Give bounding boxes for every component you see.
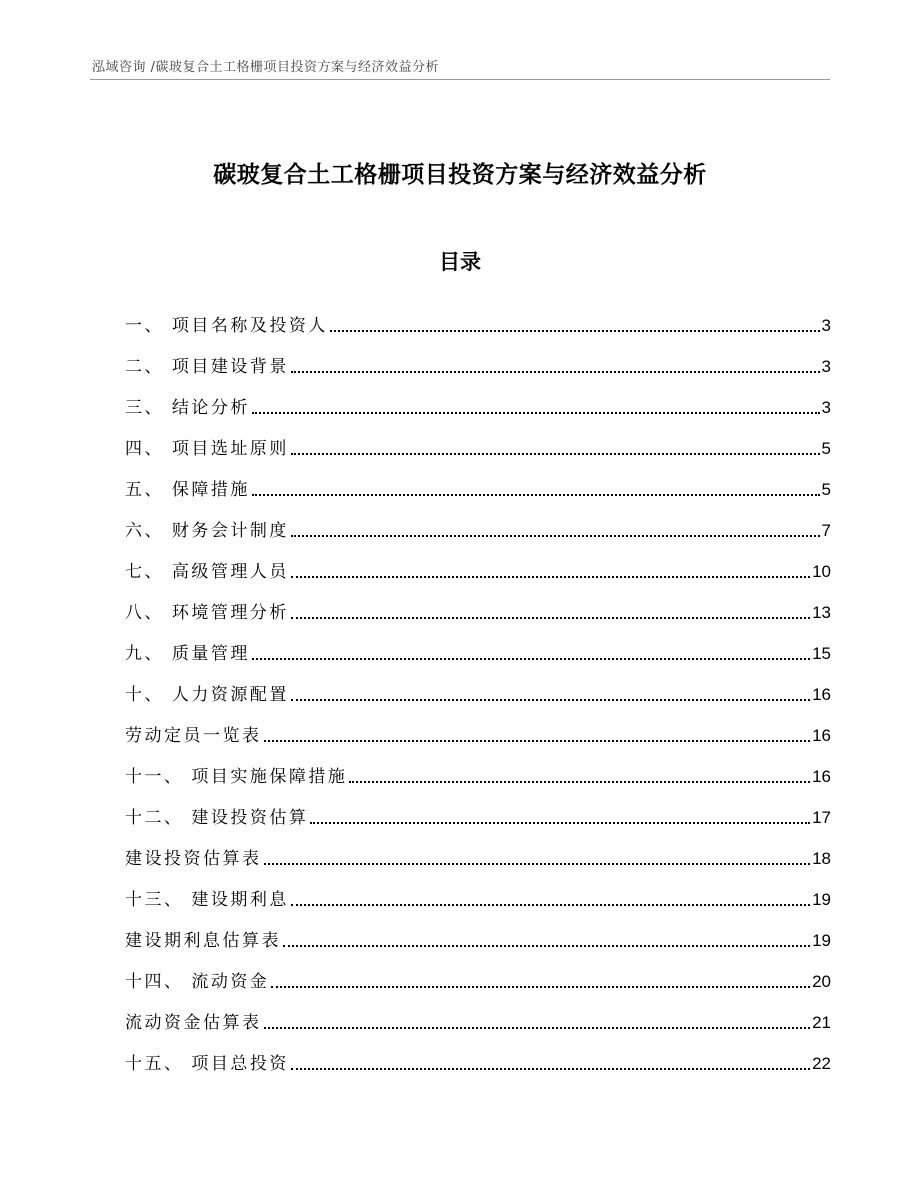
- toc-entry[interactable]: [125, 624, 831, 665]
- toc-entry-label: 十五、 项目总投资: [125, 1054, 289, 1074]
- toc-entry[interactable]: [125, 788, 831, 829]
- toc-entry-label: 六、 财务会计制度: [125, 521, 289, 541]
- toc-entry-page: 13: [812, 603, 831, 622]
- toc-entry-page: 16: [812, 726, 831, 745]
- toc-entry-label: 九、 质量管理: [125, 644, 250, 664]
- toc-leader-dots: [291, 1068, 810, 1070]
- toc-entry-label: 五、 保障措施: [125, 480, 250, 500]
- toc-leader-dots: [330, 330, 820, 332]
- toc-entry[interactable]: [125, 1034, 831, 1075]
- toc-entry[interactable]: [125, 665, 831, 706]
- toc-entry[interactable]: [125, 706, 831, 747]
- toc-entry-label: 十三、 建设期利息: [125, 890, 289, 910]
- toc-entry-page: 15: [812, 644, 831, 663]
- toc-entry[interactable]: [125, 747, 831, 788]
- toc-entry[interactable]: [125, 829, 831, 870]
- toc-entry-page: 3: [821, 357, 831, 376]
- toc-leader-dots: [291, 576, 810, 578]
- toc-leader-dots: [310, 822, 810, 824]
- toc-leader-dots: [252, 658, 810, 660]
- toc-leader-dots: [264, 863, 811, 865]
- toc-entry-label: 八、 环境管理分析: [125, 603, 289, 623]
- toc-entry-label: 十一、 项目实施保障措施: [125, 767, 348, 787]
- toc-entry-label: 三、 结论分析: [125, 398, 250, 418]
- toc-leader-dots: [291, 699, 810, 701]
- toc-entry[interactable]: [125, 296, 831, 337]
- toc-leader-dots: [291, 535, 820, 537]
- toc-entry[interactable]: [125, 993, 831, 1034]
- toc-entry-page: 17: [812, 808, 831, 827]
- toc-leader-dots: [271, 986, 810, 988]
- toc-entry-page: 19: [812, 931, 831, 950]
- toc-leader-dots: [264, 1027, 811, 1029]
- toc-leader-dots: [291, 453, 820, 455]
- toc-entry-page: 3: [821, 316, 831, 335]
- toc-entry-label: 十四、 流动资金: [125, 972, 270, 992]
- toc-entry[interactable]: [125, 952, 831, 993]
- toc-entry-label: 一、 项目名称及投资人: [125, 316, 328, 336]
- toc-entry[interactable]: [125, 378, 831, 419]
- toc-entry-page: 3: [821, 398, 831, 417]
- toc-entry-page: 22: [812, 1054, 831, 1073]
- toc-entry-page: 20: [812, 972, 831, 991]
- toc-leader-dots: [264, 740, 811, 742]
- toc-entry[interactable]: [125, 911, 831, 952]
- toc-entry-page: 16: [812, 685, 831, 704]
- toc-entry[interactable]: [125, 542, 831, 583]
- toc-entry[interactable]: [125, 460, 831, 501]
- document-title: 碳玻复合土工格栅项目投资方案与经济效益分析: [213, 162, 707, 188]
- toc-entry-page: 7: [821, 521, 831, 540]
- toc-entry-label: 建设期利息估算表: [125, 931, 281, 951]
- toc-leader-dots: [252, 494, 820, 496]
- toc-leader-dots: [291, 617, 810, 619]
- toc-entry-page: 16: [812, 767, 831, 786]
- toc-entry[interactable]: [125, 870, 831, 911]
- toc-entry[interactable]: [125, 419, 831, 460]
- toc-entry[interactable]: [125, 337, 831, 378]
- toc-leader-dots: [349, 781, 810, 783]
- toc-entry-page: 18: [812, 849, 831, 868]
- toc-leader-dots: [283, 945, 810, 947]
- toc-entry-page: 19: [812, 890, 831, 909]
- toc-entry-label: 建设投资估算表: [125, 849, 262, 869]
- toc-heading: 目录: [439, 250, 481, 274]
- toc-entry-label: 二、 项目建设背景: [125, 357, 289, 377]
- toc-leader-dots: [252, 412, 820, 414]
- toc-entry-page: 5: [821, 439, 831, 458]
- toc-entry-label: 七、 高级管理人员: [125, 562, 289, 582]
- toc-entry-page: 21: [812, 1013, 831, 1032]
- toc-entry-label: 十二、 建设投资估算: [125, 808, 309, 828]
- toc-entry-label: 流动资金估算表: [125, 1013, 262, 1033]
- toc-entry-page: 10: [812, 562, 831, 581]
- running-header: 泓域咨询 /碳玻复合土工格栅项目投资方案与经济效益分析: [92, 60, 440, 75]
- toc-entry-label: 劳动定员一览表: [125, 726, 262, 746]
- toc-leader-dots: [291, 371, 820, 373]
- toc-entry-label: 四、 项目选址原则: [125, 439, 289, 459]
- toc-entry[interactable]: [125, 583, 831, 624]
- toc-entry[interactable]: [125, 501, 831, 542]
- toc-entry-label: 十、 人力资源配置: [125, 685, 289, 705]
- toc-leader-dots: [291, 904, 810, 906]
- header-divider: [90, 79, 830, 80]
- toc-entry-page: 5: [821, 480, 831, 499]
- table-of-contents: [125, 296, 831, 1075]
